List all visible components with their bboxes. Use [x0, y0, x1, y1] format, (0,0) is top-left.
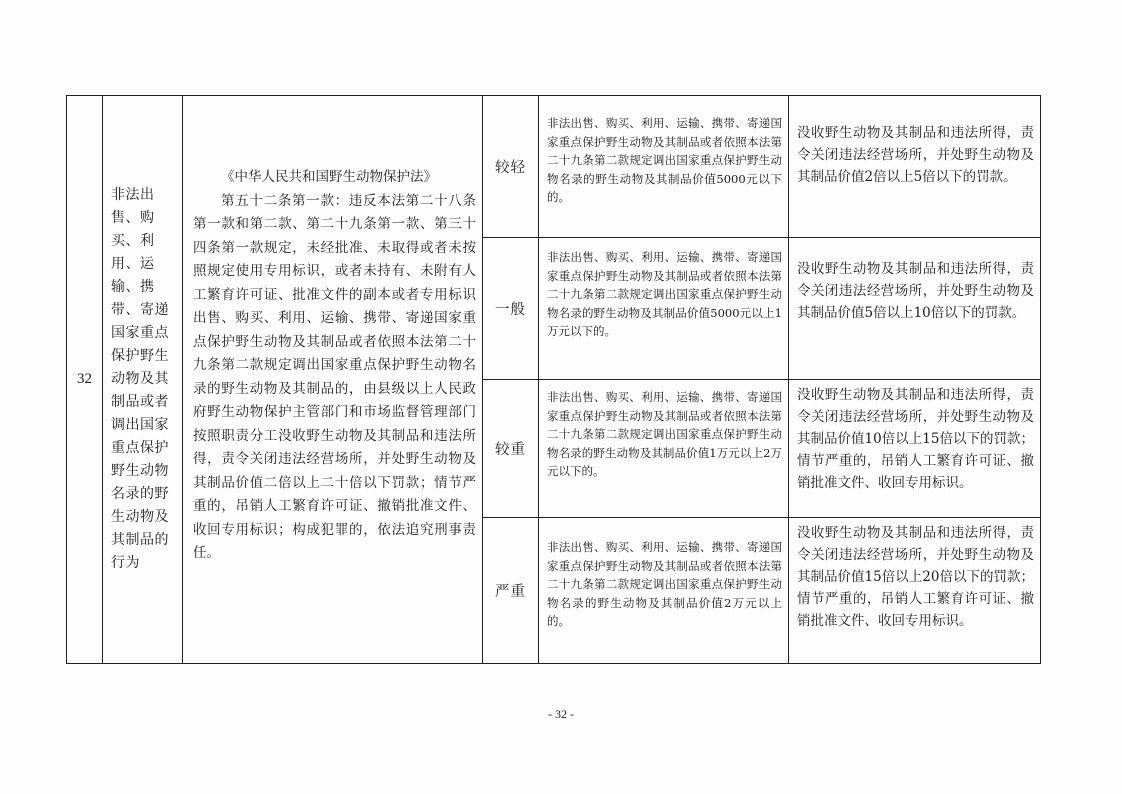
circumstance-cell	[539, 238, 789, 380]
table-row	[67, 96, 1041, 238]
circumstance-text: 非法出售、购买、利用、运输、携带、寄递国家重点保护野生动物及其制品或者依照本法第二十九条第二款规定调出国家重点保护野生动物名录的野生动物及其制品价值2万元以上的。	[547, 540, 782, 628]
circumstance-cell	[539, 518, 789, 664]
violation-behavior-text: 非法出售、购买、利用、运输、携带、寄递国家重点保护野生动物及其制品或者调出国家重点保护野生动物名录的野生动物及其制品的行为	[111, 187, 169, 571]
row-number: 32	[77, 371, 92, 387]
law-article-text: 第五十二条第一款：违反本法第二十八条第一款和第二款、第二十九条第一款、第三十四条第一款规定，未经批准、未取得或者未按照规定使用专用标识，或者未持有、未附有人工繁育许可证、批准文件的副本或者专用标识出售、购买、利用、运输、携带、寄递国家重点保护野生动物及其制品或者依照本法第二十九条第二款规定调出国家重点保护野生动物名录的野生动物及其制品的，由县级以上人民政府野生动物保护主管部门和市场监督管理部门按照职责分工没收野生动物及其制品和违法所得，责令关闭违法经营场所，并处野生动物及其制品价值二倍以上二十倍以下罚款；情节严重的，吊销人工繁育许可证、撤销批准文件、收回专用标识；构成犯罪的，依法追究刑事责任。	[193, 192, 476, 561]
penalty-text: 没收野生动物及其制品和违法所得，责令关闭违法经营场所，并处野生动物及其制品价值5倍以上10倍以下的罚款。	[797, 261, 1034, 321]
severity-level-cell	[483, 518, 539, 664]
row-number-cell	[67, 96, 103, 664]
circumstance-cell	[539, 380, 789, 518]
circumstance-text: 非法出售、购买、利用、运输、携带、寄递国家重点保护野生动物及其制品或者依照本法第二十九条第二款规定调出国家重点保护野生动物名录的野生动物及其制品价值5000元以上1万元以下的。	[547, 250, 782, 338]
severity-level: 一般	[495, 302, 526, 318]
penalty-cell	[789, 518, 1041, 664]
violation-behavior-cell	[103, 96, 183, 664]
penalty-text: 没收野生动物及其制品和违法所得，责令关闭违法经营场所，并处野生动物及其制品价值2倍以上5倍以下的罚款。	[797, 125, 1034, 185]
penalty-standard-table	[66, 95, 1041, 664]
penalty-cell	[789, 238, 1041, 380]
circumstance-cell	[539, 96, 789, 238]
penalty-text: 没收野生动物及其制品和违法所得，责令关闭违法经营场所，并处野生动物及其制品价值10倍以上15倍以下的罚款；情节严重的，吊销人工繁育许可证、撤销批准文件、收回专用标识。	[797, 387, 1034, 491]
legal-basis-cell	[183, 96, 483, 664]
page-number: - 32 -	[548, 707, 574, 721]
circumstance-text: 非法出售、购买、利用、运输、携带、寄递国家重点保护野生动物及其制品或者依照本法第二十九条第二款规定调出国家重点保护野生动物名录的野生动物及其制品价值5000元以下的。	[547, 116, 782, 204]
law-title: 《中华人民共和国野生动物保护法》	[221, 169, 437, 185]
penalty-cell	[789, 380, 1041, 518]
severity-level: 较轻	[495, 160, 526, 176]
circumstance-text: 非法出售、购买、利用、运输、携带、寄递国家重点保护野生动物及其制品或者依照本法第二十九条第二款规定调出国家重点保护野生动物名录的野生动物及其制品价值1万元以上2万元以下的。	[547, 390, 782, 478]
severity-level: 严重	[495, 584, 526, 600]
severity-level-cell	[483, 380, 539, 518]
penalty-text: 没收野生动物及其制品和违法所得，责令关闭违法经营场所，并处野生动物及其制品价值15倍以上20倍以下的罚款；情节严重的，吊销人工繁育许可证、撤销批准文件、收回专用标识。	[797, 525, 1034, 629]
severity-level-cell	[483, 96, 539, 238]
severity-level: 较重	[495, 442, 526, 458]
severity-level-cell	[483, 238, 539, 380]
penalty-cell	[789, 96, 1041, 238]
